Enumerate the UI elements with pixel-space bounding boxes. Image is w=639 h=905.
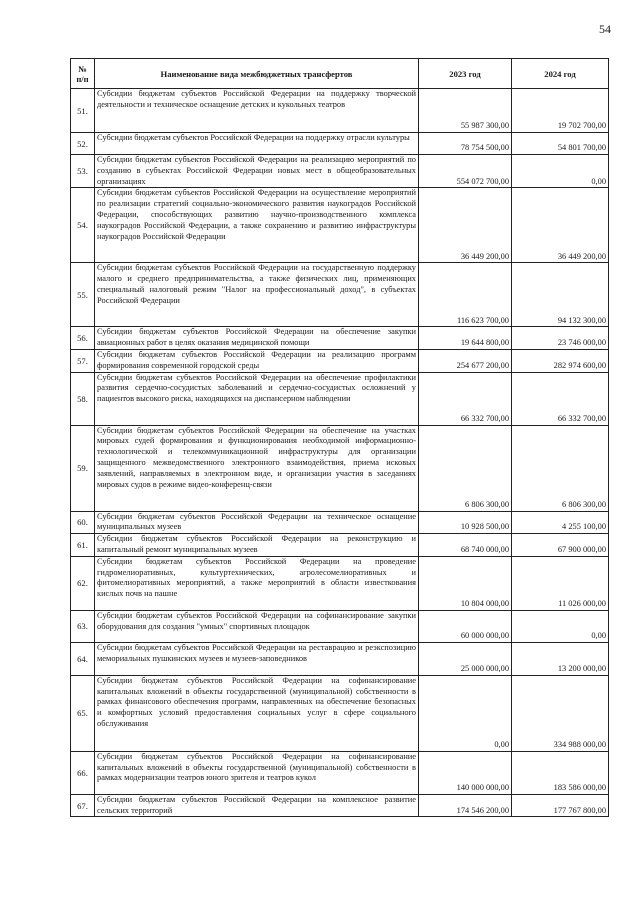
row-transfer-name: Субсидии бюджетам субъектов Российской Федерации на техническое оснащение муниципальных музеев xyxy=(95,511,419,534)
row-amount-2024: 0,00 xyxy=(512,610,609,642)
header-number-line1: № xyxy=(78,63,87,74)
row-amount-2024: 66 332 700,00 xyxy=(512,372,609,425)
row-transfer-name: Субсидии бюджетам субъектов Российской Федерации на поддержку творческой деятельности и техническое оснащение детских и кукольных театров xyxy=(95,89,419,133)
table-row xyxy=(71,534,609,557)
row-transfer-name: Субсидии бюджетам субъектов Российской Федерации на реализацию мероприятий по созданию в субъектах Российской Федерации новых мест в общеобразовательных организациях xyxy=(95,155,419,188)
row-amount-2024: 177 767 800,00 xyxy=(512,794,609,817)
row-amount-2023: 0,00 xyxy=(419,675,512,751)
table-row xyxy=(71,89,609,133)
table-row xyxy=(71,425,609,511)
row-amount-2023: 25 000 000,00 xyxy=(419,642,512,675)
row-number: 58. xyxy=(71,372,95,425)
row-amount-2024: 36 449 200,00 xyxy=(512,188,609,263)
row-amount-2024: 19 702 700,00 xyxy=(512,89,609,133)
row-amount-2023: 66 332 700,00 xyxy=(419,372,512,425)
row-amount-2023: 140 000 000,00 xyxy=(419,751,512,794)
row-number: 65. xyxy=(71,675,95,751)
row-amount-2024: 11 026 000,00 xyxy=(512,556,609,610)
row-transfer-name: Субсидии бюджетам субъектов Российской Федерации на обеспечение профилактики развития сердечно-сосудистых заболеваний и сердечно-сосудистых осложнений у пациентов высокого риска, находящихся на диспансерном наблюдении xyxy=(95,372,419,425)
row-amount-2023: 174 546 200,00 xyxy=(419,794,512,817)
row-amount-2023: 10 804 000,00 xyxy=(419,556,512,610)
row-amount-2023: 36 449 200,00 xyxy=(419,188,512,263)
row-transfer-name: Субсидии бюджетам субъектов Российской Федерации на реставрацию и реэкспозицию мемориальных пушкинских музеев и музеев-заповедников xyxy=(95,642,419,675)
table-row xyxy=(71,372,609,425)
row-transfer-name: Субсидии бюджетам субъектов Российской Федерации на государственную поддержку малого и среднего предпринимательства, а также физических лиц, применяющих специальный налоговый режим "Налог на профессиональный доход", в субъектах Российской Федерации xyxy=(95,263,419,327)
row-amount-2024: 183 586 000,00 xyxy=(512,751,609,794)
row-amount-2024: 13 200 000,00 xyxy=(512,642,609,675)
table-row xyxy=(71,133,609,155)
row-number: 67. xyxy=(71,794,95,817)
table-row xyxy=(71,263,609,327)
header-year-2024: 2024 год xyxy=(512,59,609,89)
row-amount-2024: 54 801 700,00 xyxy=(512,133,609,155)
row-number: 56. xyxy=(71,327,95,350)
row-number: 53. xyxy=(71,155,95,188)
row-transfer-name: Субсидии бюджетам субъектов Российской Федерации на софинансирование капитальных вложений в объекты государственной (муниципальной) собственности в рамках финансового обеспечения программ, направленных на обеспечение безопасных и комфортных условий предоставления социальных услуг в сфере социального обслуживания xyxy=(95,675,419,751)
row-number: 52. xyxy=(71,133,95,155)
row-transfer-name: Субсидии бюджетам субъектов Российской Федерации на проведение гидромелиоративных, культуртехнических, агролесомелиоративных и фитомелиоративных мероприятий, а также мероприятий в области известкования кислых почв на пашне xyxy=(95,556,419,610)
row-transfer-name: Субсидии бюджетам субъектов Российской Федерации на обеспечение закупки авиационных работ в целях оказания медицинской помощи xyxy=(95,327,419,350)
table-row xyxy=(71,349,609,372)
table-header-row xyxy=(71,59,609,89)
table-row xyxy=(71,751,609,794)
header-year-2023: 2023 год xyxy=(419,59,512,89)
table-row xyxy=(71,556,609,610)
table-row xyxy=(71,675,609,751)
row-transfer-name: Субсидии бюджетам субъектов Российской Федерации на поддержку отрасли культуры xyxy=(95,133,419,155)
header-name: Наименование вида межбюджетных трансфертов xyxy=(95,59,419,89)
row-amount-2024: 6 806 300,00 xyxy=(512,425,609,511)
row-number: 60. xyxy=(71,511,95,534)
row-transfer-name: Субсидии бюджетам субъектов Российской Федерации на реализацию программ формирования современной городской среды xyxy=(95,349,419,372)
row-amount-2023: 554 072 700,00 xyxy=(419,155,512,188)
row-number: 57. xyxy=(71,349,95,372)
row-number: 51. xyxy=(71,89,95,133)
row-number: 55. xyxy=(71,263,95,327)
row-transfer-name: Субсидии бюджетам субъектов Российской Федерации на реконструкцию и капитальный ремонт муниципальных музеев xyxy=(95,534,419,557)
table-row xyxy=(71,642,609,675)
row-number: 64. xyxy=(71,642,95,675)
row-amount-2024: 282 974 600,00 xyxy=(512,349,609,372)
row-amount-2023: 6 806 300,00 xyxy=(419,425,512,511)
row-amount-2024: 94 132 300,00 xyxy=(512,263,609,327)
header-number xyxy=(71,59,95,89)
row-transfer-name: Субсидии бюджетам субъектов Российской Федерации на осуществление мероприятий по реализации стратегий социально-экономического развития наукоградов Российской Федерации, способствующих развитию научно-производственного комплекса наукоградов Российской Федерации, а также сохранению и развитию инфраструктуры наукоградов Российской Федерации xyxy=(95,188,419,263)
table-row xyxy=(71,155,609,188)
row-transfer-name: Субсидии бюджетам субъектов Российской Федерации на комплексное развитие сельских территорий xyxy=(95,794,419,817)
row-amount-2024: 0,00 xyxy=(512,155,609,188)
row-number: 63. xyxy=(71,610,95,642)
row-amount-2024: 4 255 100,00 xyxy=(512,511,609,534)
row-number: 62. xyxy=(71,556,95,610)
page-number: 54 xyxy=(599,22,611,36)
row-number: 66. xyxy=(71,751,95,794)
row-number: 59. xyxy=(71,425,95,511)
row-amount-2023: 55 987 300,00 xyxy=(419,89,512,133)
row-amount-2023: 116 623 700,00 xyxy=(419,263,512,327)
row-transfer-name: Субсидии бюджетам субъектов Российской Федерации на обеспечение на участках мировых судей формирования и функционирования необходимой информационно-технологической и телекоммуникационной инфраструктуры для организации защищенного межведомственного электронного взаимодействия, приема исковых заявлений, направляемых в электронном виде, и организации участия в заседаниях мировых судов в режиме видео-конференц-связи xyxy=(95,425,419,511)
table-row xyxy=(71,188,609,263)
row-amount-2023: 19 644 800,00 xyxy=(419,327,512,350)
table-row xyxy=(71,511,609,534)
table-row xyxy=(71,327,609,350)
row-number: 61. xyxy=(71,534,95,557)
row-number: 54. xyxy=(71,188,95,263)
row-amount-2023: 60 000 000,00 xyxy=(419,610,512,642)
row-amount-2023: 10 928 500,00 xyxy=(419,511,512,534)
table-row xyxy=(71,794,609,817)
row-amount-2024: 67 900 000,00 xyxy=(512,534,609,557)
row-transfer-name: Субсидии бюджетам субъектов Российской Федерации на софинансирование закупки оборудования для создания "умных" спортивных площадок xyxy=(95,610,419,642)
row-amount-2023: 78 754 500,00 xyxy=(419,133,512,155)
table-row xyxy=(71,610,609,642)
row-amount-2024: 23 746 000,00 xyxy=(512,327,609,350)
row-amount-2024: 334 988 000,00 xyxy=(512,675,609,751)
row-transfer-name: Субсидии бюджетам субъектов Российской Федерации на софинансирование капитальных вложений в объекты государственной (муниципальной) собственности в рамках модернизации театров юного зрителя и театров кукол xyxy=(95,751,419,794)
header-number-line2: п/п xyxy=(76,73,89,84)
transfers-table xyxy=(70,58,609,817)
row-amount-2023: 68 740 000,00 xyxy=(419,534,512,557)
row-amount-2023: 254 677 200,00 xyxy=(419,349,512,372)
